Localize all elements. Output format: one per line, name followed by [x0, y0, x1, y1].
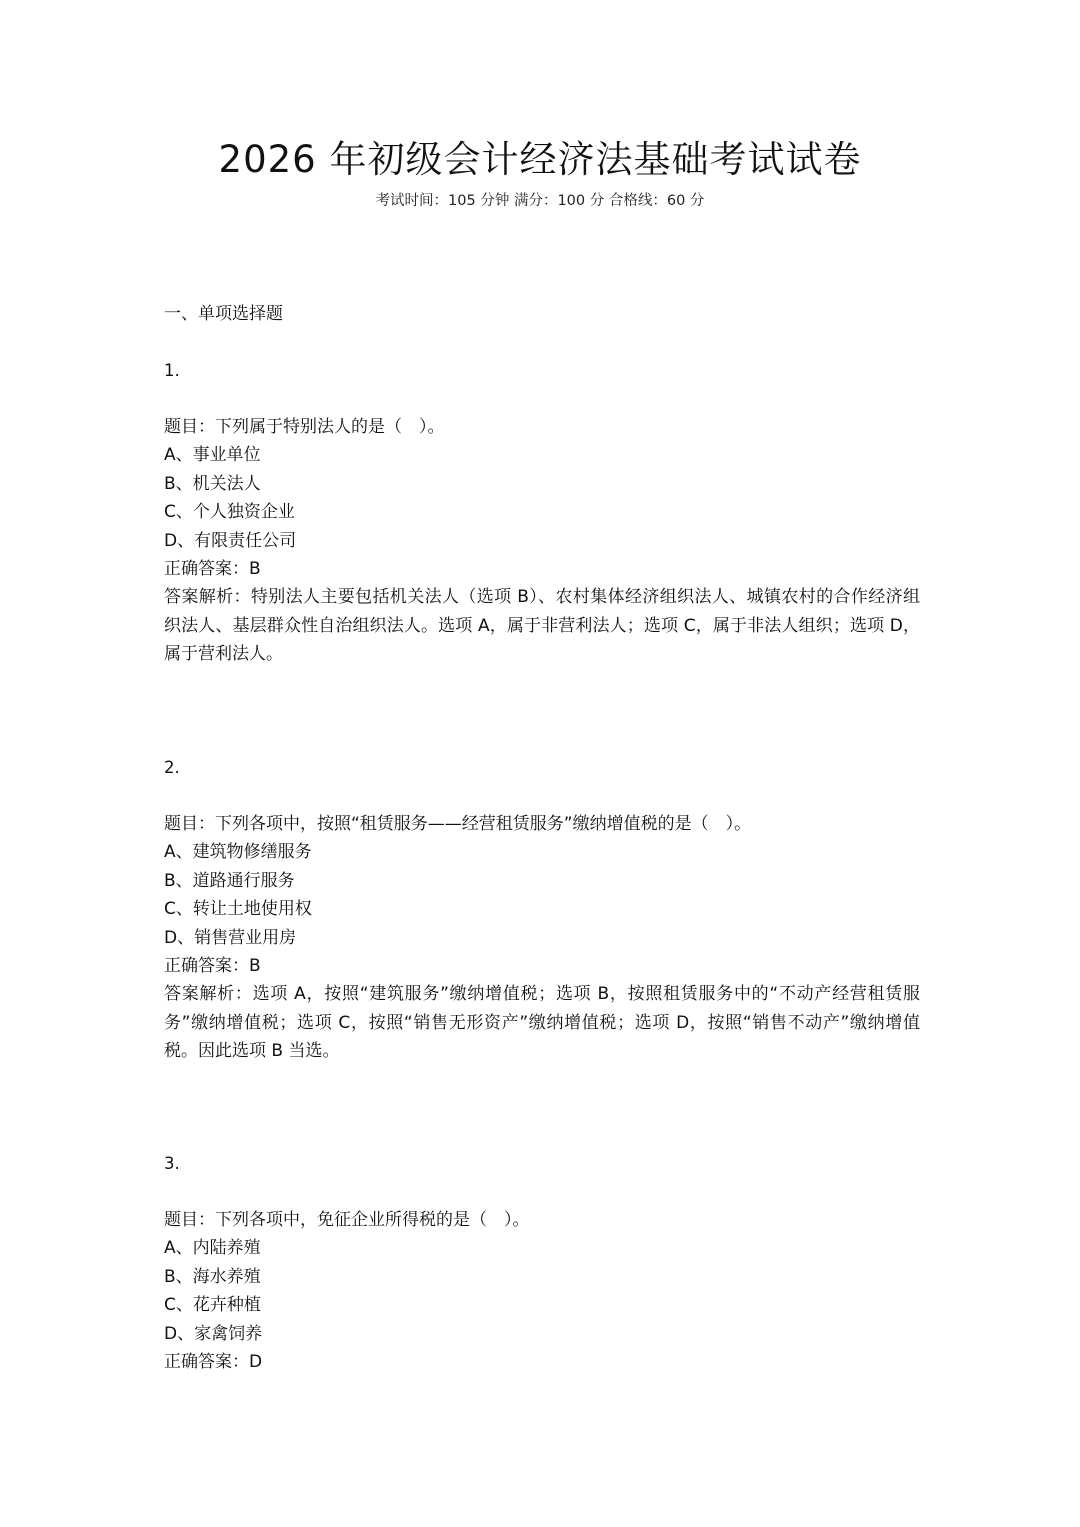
question-2: [164, 755, 924, 1066]
correct-answer: 正确答案：D: [164, 1352, 263, 1373]
option-b: B、海水养殖: [164, 1266, 261, 1287]
answer-explanation: 答案解析：选项 A，按照“建筑服务”缴纳增值税；选项 B，按照租赁服务中的“不动产经营租赁服务”缴纳增值税；选项 C，按照“销售无形资产”缴纳增值税；选项 D，按照“销售不动产”缴纳增值税。因此选项 B 当选。: [164, 984, 920, 1062]
page-title: 2026 年初级会计经济法基础考试试卷: [218, 138, 862, 181]
question-body: [164, 1206, 924, 1376]
exam-info: 考试时间：105 分钟 满分：100 分 合格线：60 分: [375, 193, 705, 209]
option-a: A、事业单位: [164, 445, 261, 466]
option-b: B、道路通行服务: [164, 870, 295, 891]
question-stem: 题目：下列各项中，免征企业所得税的是（ ）。: [164, 1210, 530, 1230]
correct-answer: 正确答案：B: [164, 559, 261, 580]
question-body: [164, 810, 924, 1066]
option-d: D、销售营业用房: [164, 927, 297, 948]
answer-explanation: 答案解析：特别法人主要包括机关法人（选项 B）、农村集体经济组织法人、城镇农村的合作经济组织法人、基层群众性自治组织法人。选项 A，属于非营利法人；选项 C，属于非法人组织；选项 D，属于营利法人。: [164, 587, 920, 665]
option-a: A、内陆养殖: [164, 1238, 261, 1259]
option-d: D、有限责任公司: [164, 530, 297, 551]
option-b: B、机关法人: [164, 473, 261, 494]
question-1: [164, 358, 924, 669]
question-stem: 题目：下列属于特别法人的是（ ）。: [164, 417, 445, 437]
question-stem: 题目：下列各项中，按照“租赁服务——经营租赁服务”缴纳增值税的是（ ）。: [164, 814, 752, 834]
question-3: [164, 1151, 924, 1376]
option-a: A、建筑物修缮服务: [164, 842, 312, 863]
option-c: C、转让土地使用权: [164, 899, 312, 920]
option-c: C、花卉种植: [164, 1295, 261, 1316]
question-number: 2.: [164, 758, 180, 777]
question-number: 1.: [164, 361, 180, 380]
question-body: [164, 413, 924, 669]
question-number: 3.: [164, 1154, 180, 1173]
section-heading: 一、单项选择题: [164, 304, 283, 324]
option-d: D、家禽饲养: [164, 1323, 263, 1344]
correct-answer: 正确答案：B: [164, 956, 261, 977]
option-c: C、个人独资企业: [164, 502, 295, 523]
